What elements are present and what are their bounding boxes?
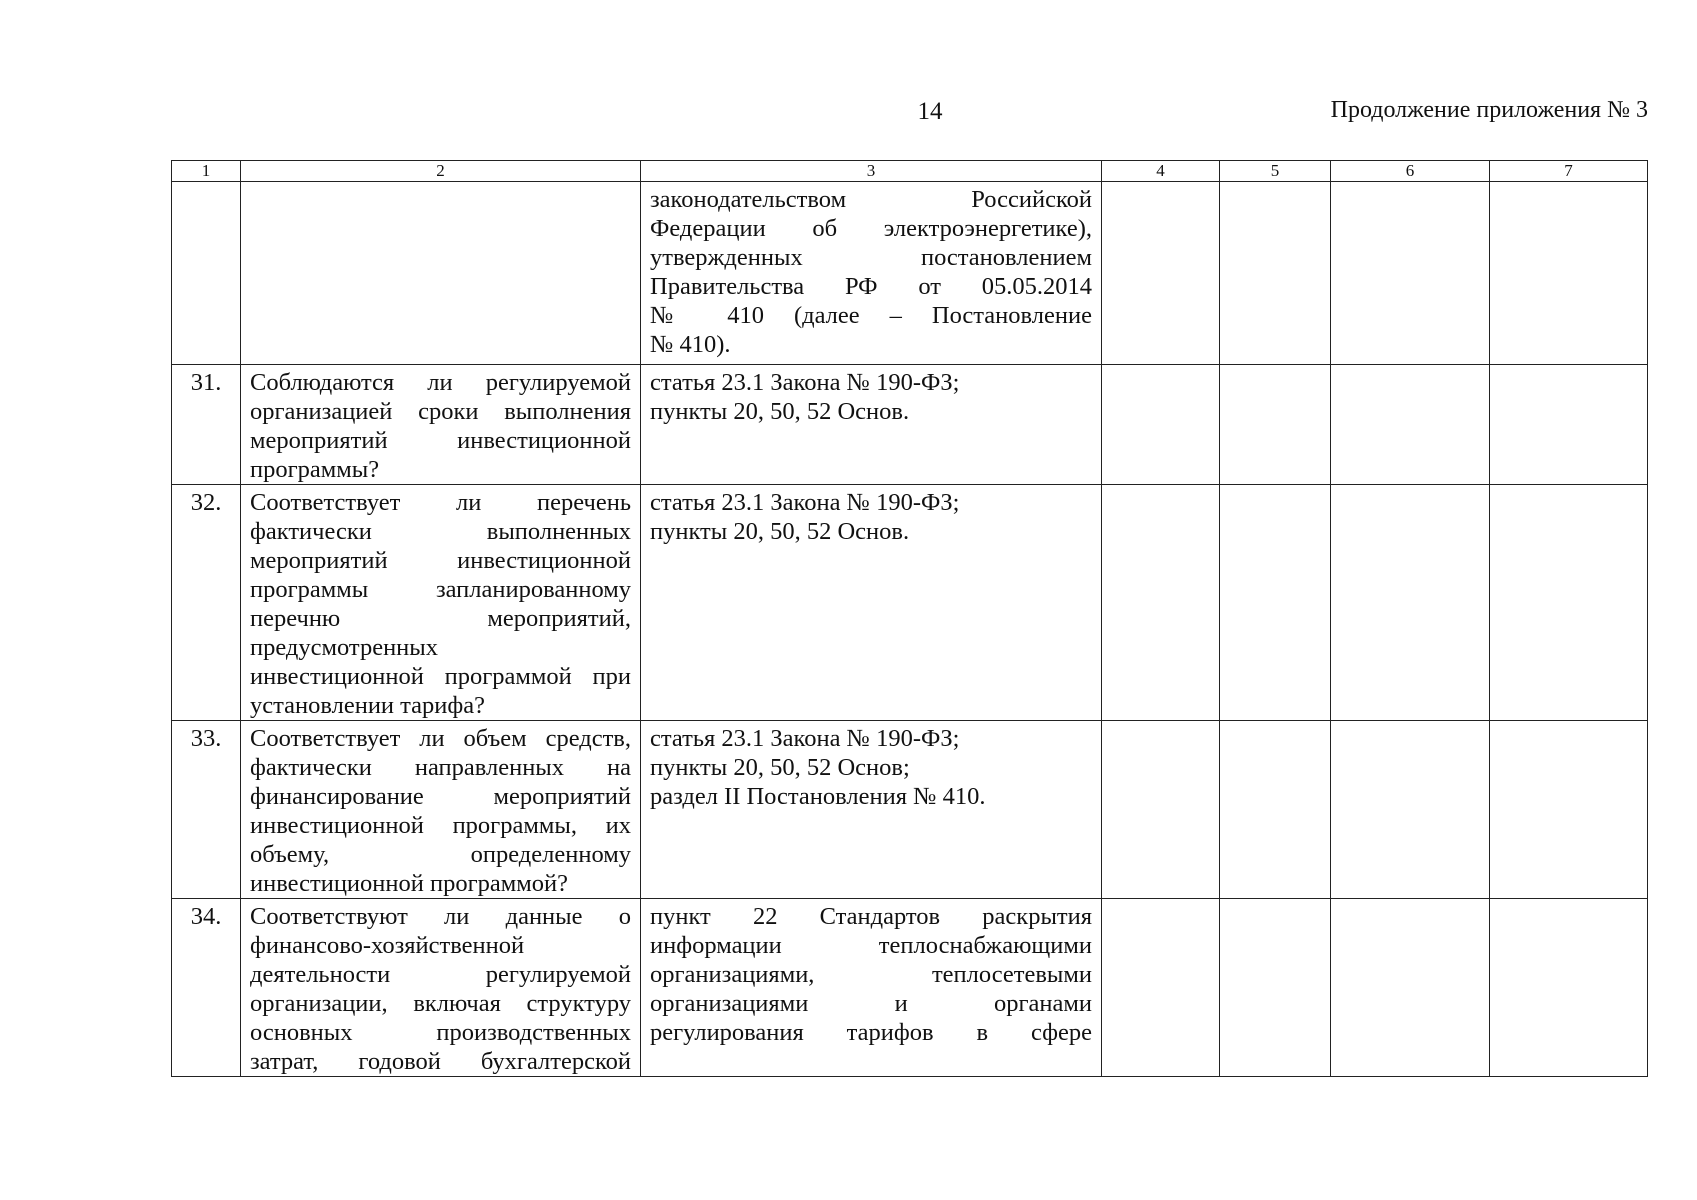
answer-cell-6 [1331, 485, 1490, 721]
answer-cell-5 [1220, 899, 1331, 1077]
question-cell [241, 365, 641, 485]
question-line: финансово-хозяйственной [250, 932, 525, 959]
legal-basis-cell [641, 182, 1102, 365]
basis-line: № 410 (далее – Постановление [650, 302, 1092, 329]
table-row-31 [172, 365, 1648, 485]
answer-cell-6 [1331, 721, 1490, 899]
table-row-33 [172, 721, 1648, 899]
basis-line: организациями и органами [650, 990, 1092, 1017]
basis-line: статья 23.1 Закона № 190-ФЗ; [650, 489, 960, 516]
basis-line: утвержденных постановлением [650, 244, 1092, 271]
legal-basis-cell [641, 485, 1102, 721]
column-number-row [172, 161, 1648, 182]
question-line: установлении тарифа? [250, 692, 486, 719]
question-line: Соответствует ли перечень [250, 489, 631, 516]
question-line: основных производственных [250, 1019, 631, 1046]
question-line: мероприятий инвестиционной [250, 427, 631, 454]
answer-cell-5 [1220, 182, 1331, 365]
answer-cell-4 [1102, 365, 1220, 485]
basis-line: Правительства РФ от 05.05.2014 [650, 273, 1092, 300]
table-row-continuation [172, 182, 1648, 365]
question-cell [241, 182, 641, 365]
answer-cell-7 [1490, 899, 1648, 1077]
question-line: программы запланированному [250, 576, 631, 603]
question-line: деятельности регулируемой [250, 961, 631, 988]
question-line: объему, определенному [250, 841, 631, 868]
answer-cell-5 [1220, 365, 1331, 485]
question-line: программы? [250, 456, 380, 483]
basis-line: регулирования тарифов в сфере [650, 1019, 1092, 1046]
answer-cell-6 [1331, 365, 1490, 485]
answer-cell-4 [1102, 899, 1220, 1077]
basis-line: № 410). [650, 331, 731, 358]
column-header-3: 3 [641, 161, 1102, 182]
question-line: инвестиционной программой? [250, 870, 569, 897]
question-line: организацией сроки выполнения [250, 398, 631, 425]
question-line: инвестиционной программы, их [250, 812, 631, 839]
answer-cell-6 [1331, 899, 1490, 1077]
question-line: организации, включая структуру [250, 990, 631, 1017]
answer-cell-7 [1490, 365, 1648, 485]
column-header-6: 6 [1331, 161, 1490, 182]
answer-cell-4 [1102, 721, 1220, 899]
answer-cell-4 [1102, 485, 1220, 721]
basis-line: раздел II Постановления № 410. [650, 783, 986, 810]
checklist-table [171, 160, 1648, 1077]
legal-basis-cell [641, 899, 1102, 1077]
question-cell [241, 721, 641, 899]
question-line: фактически выполненных [250, 518, 631, 545]
legal-basis-cell [641, 365, 1102, 485]
basis-line: Федерации об электроэнергетике), [650, 215, 1092, 242]
basis-line: законодательством Российской [650, 186, 1092, 213]
basis-line: статья 23.1 Закона № 190-ФЗ; [650, 725, 960, 752]
basis-line: статья 23.1 Закона № 190-ФЗ; [650, 369, 960, 396]
question-cell [241, 899, 641, 1077]
answer-cell-5 [1220, 485, 1331, 721]
column-header-4: 4 [1102, 161, 1220, 182]
column-header-2: 2 [241, 161, 641, 182]
question-line: затрат, годовой бухгалтерской [250, 1048, 631, 1075]
basis-line: информации теплоснабжающими [650, 932, 1092, 959]
annex-continuation-note: Продолжение приложения № 3 [1330, 97, 1648, 123]
basis-line: пункты 20, 50, 52 Основ. [650, 398, 910, 425]
question-line: предусмотренных [250, 634, 438, 661]
basis-line: пункт 22 Стандартов раскрытия [650, 903, 1092, 930]
column-header-7: 7 [1490, 161, 1648, 182]
column-header-1: 1 [172, 161, 241, 182]
answer-cell-7 [1490, 485, 1648, 721]
question-line: инвестиционной программой при [250, 663, 631, 690]
row-number: 33. [172, 721, 241, 899]
question-line: Соблюдаются ли регулируемой [250, 369, 631, 396]
question-line: мероприятий инвестиционной [250, 547, 631, 574]
basis-line: пункты 20, 50, 52 Основ. [650, 518, 910, 545]
row-number: 32. [172, 485, 241, 721]
question-line: Соответствуют ли данные о [250, 903, 631, 930]
answer-cell-5 [1220, 721, 1331, 899]
table-row-32 [172, 485, 1648, 721]
row-number [172, 182, 241, 365]
answer-cell-7 [1490, 721, 1648, 899]
answer-cell-7 [1490, 182, 1648, 365]
basis-line: пункты 20, 50, 52 Основ; [650, 754, 910, 781]
question-line: финансирование мероприятий [250, 783, 631, 810]
row-number: 31. [172, 365, 241, 485]
question-line: перечню мероприятий, [250, 605, 631, 632]
answer-cell-6 [1331, 182, 1490, 365]
table-row-34 [172, 899, 1648, 1077]
question-line: Соответствует ли объем средств, [250, 725, 631, 752]
question-line: фактически направленных на [250, 754, 631, 781]
page-number: 14 [917, 98, 943, 125]
row-number: 34. [172, 899, 241, 1077]
answer-cell-4 [1102, 182, 1220, 365]
question-cell [241, 485, 641, 721]
column-header-5: 5 [1220, 161, 1331, 182]
basis-line: организациями, теплосетевыми [650, 961, 1092, 988]
legal-basis-cell [641, 721, 1102, 899]
